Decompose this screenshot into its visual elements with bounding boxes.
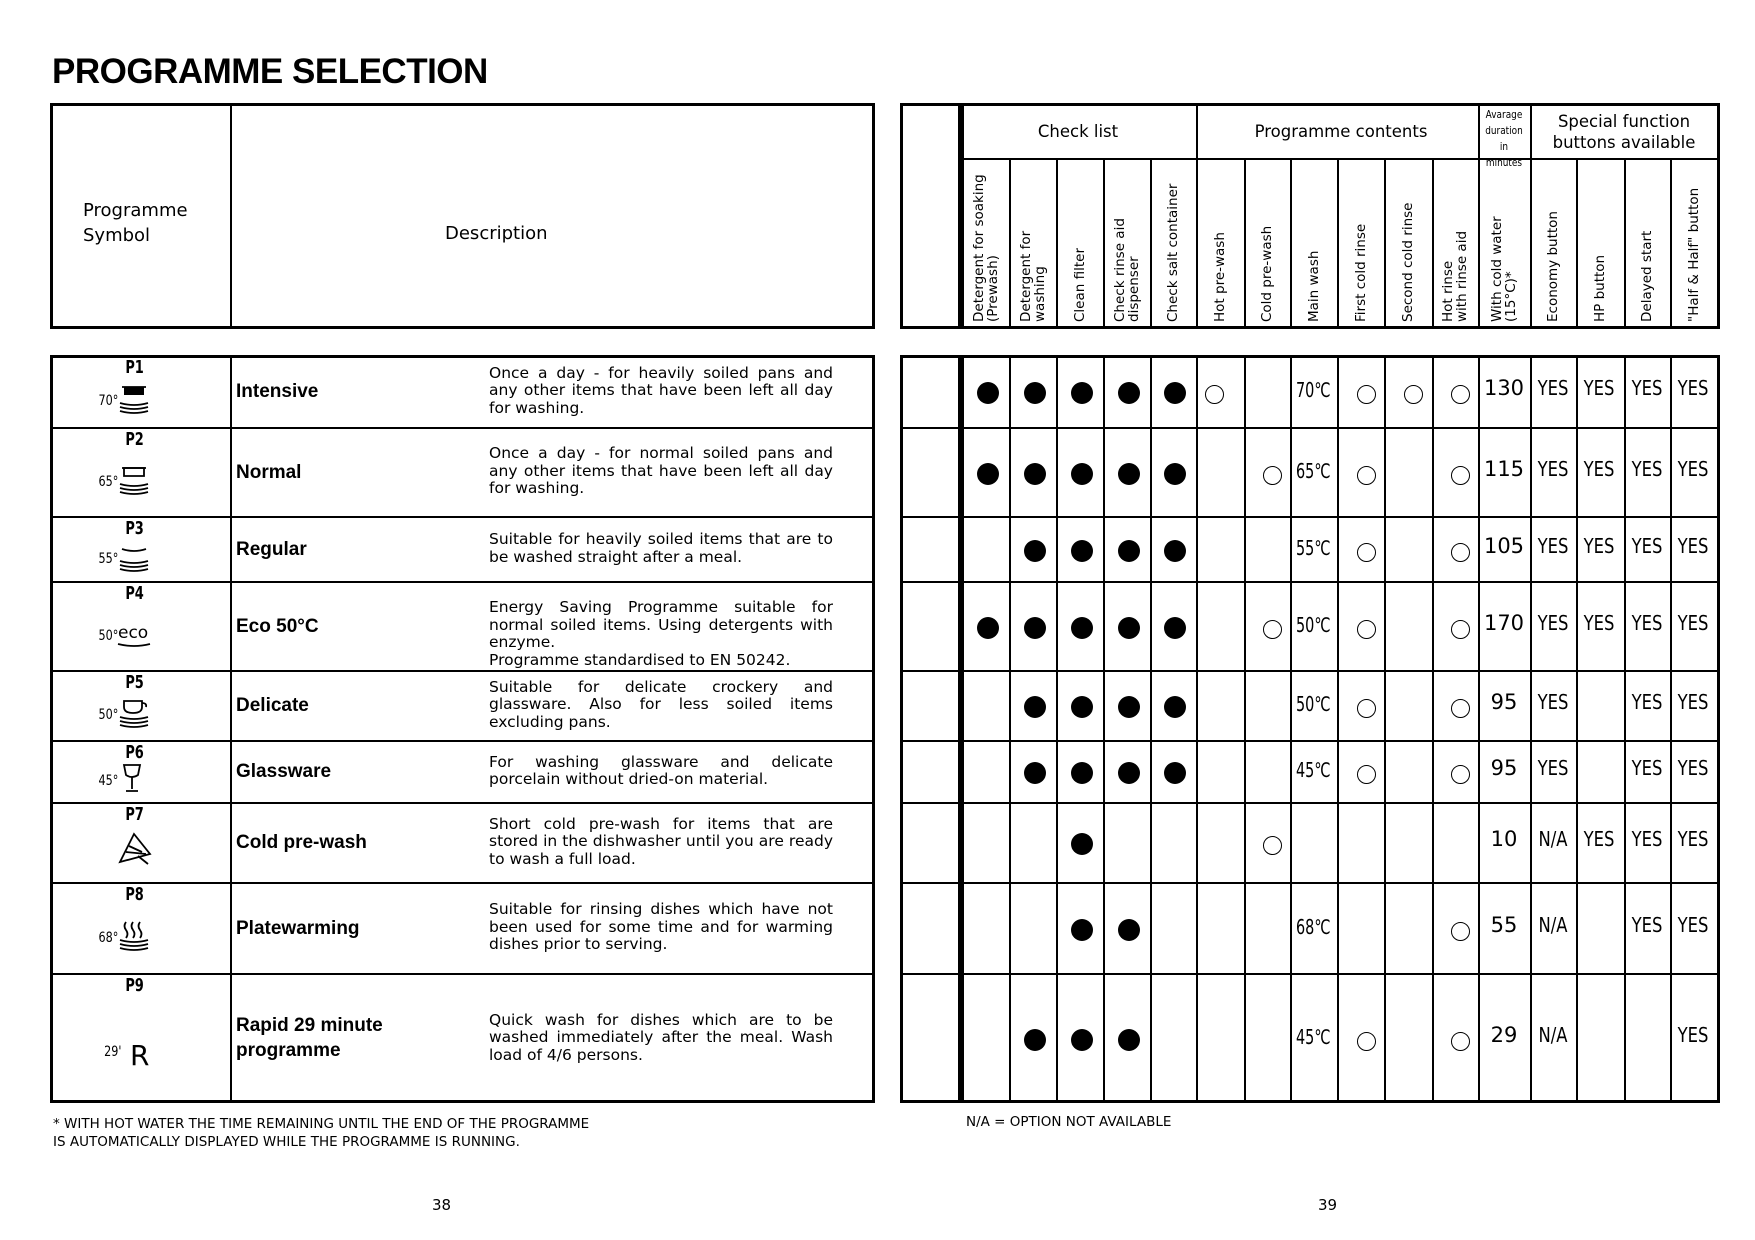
function-availability: YES	[1537, 376, 1569, 400]
function-availability: YES	[1631, 690, 1663, 714]
programme-symbol-icon	[116, 761, 154, 797]
check-dot	[1071, 696, 1093, 718]
check-dot	[1071, 762, 1093, 784]
row-separator-right	[900, 516, 1720, 518]
programme-temp: 68°	[98, 929, 119, 946]
body-col-line	[962, 355, 964, 1103]
row-separator-right	[900, 670, 1720, 672]
header-col-line	[1056, 158, 1058, 329]
body-col-line	[1384, 355, 1386, 1103]
main-wash-temp: 68℃	[1296, 914, 1331, 939]
function-availability: YES	[1631, 456, 1663, 481]
check-dot	[1118, 463, 1140, 485]
row-separator-left	[50, 740, 875, 742]
programme-code: P6	[125, 742, 144, 763]
content-circle	[1205, 385, 1224, 404]
main-wash-temp: 50℃	[1296, 692, 1331, 716]
body-col-line	[1670, 355, 1672, 1103]
row-separator-left	[50, 973, 875, 975]
column-label-line: Delayed start	[1639, 230, 1655, 322]
duration-value: 130	[1483, 376, 1525, 400]
body-col-line	[1196, 355, 1198, 1103]
check-dot	[1071, 463, 1093, 485]
programme-symbol-icon	[128, 1035, 166, 1071]
header-col-line	[1624, 158, 1626, 329]
body-col-line	[1103, 355, 1105, 1103]
content-circle	[1451, 466, 1470, 485]
header-col-line	[1432, 158, 1434, 329]
column-label-line: HP button	[1592, 254, 1608, 322]
column-label-line: First cold rinse	[1352, 223, 1369, 322]
column-label-line: Second cold rinse	[1400, 202, 1416, 322]
programme-symbol-icon	[116, 832, 154, 868]
avg-duration-line-2: duration	[1485, 125, 1523, 137]
column-label	[1593, 255, 1607, 322]
check-dot	[1118, 1029, 1140, 1051]
duration-value: 95	[1490, 756, 1518, 780]
programme-name: Delicate	[236, 695, 309, 716]
check-dot	[1071, 919, 1093, 941]
programme-name: Intensive	[236, 381, 319, 402]
column-label-line: (Prewash)	[984, 255, 1001, 322]
header-programme-symbol: Programme Symbol	[83, 200, 188, 246]
row-separator-right	[900, 740, 1720, 742]
programme-description: Quick wash for dishes which are to be washed immediately after the meal. Wash load of 4/6 persons.	[489, 1010, 833, 1064]
programme-code: P5	[125, 672, 144, 693]
programme-temp: 65°	[98, 473, 119, 490]
header-col-line	[1244, 158, 1246, 329]
column-label	[1401, 203, 1415, 322]
check-dot	[1024, 540, 1046, 562]
function-availability: YES	[1583, 827, 1615, 851]
header-description: Description	[445, 223, 548, 244]
column-label-line: Check salt container	[1165, 183, 1181, 322]
column-label	[1354, 224, 1368, 322]
row-separator-right	[900, 973, 1720, 975]
programme-temp: 55°	[98, 550, 119, 567]
function-availability: YES	[1677, 756, 1709, 780]
function-availability: YES	[1631, 533, 1663, 558]
row-separator-left	[50, 670, 875, 672]
content-circle	[1451, 1032, 1470, 1051]
check-dot	[1118, 617, 1140, 639]
header-special-functions: Special function buttons available	[1552, 111, 1696, 152]
main-wash-temp: 70℃	[1296, 378, 1331, 402]
check-dot	[1164, 762, 1186, 784]
column-label	[1640, 231, 1654, 322]
programme-code: P1	[125, 357, 144, 378]
body-col-line	[1576, 355, 1578, 1103]
duration-value: 10	[1490, 827, 1518, 851]
duration-value: 95	[1490, 690, 1518, 714]
content-circle	[1357, 1032, 1376, 1051]
row-separator-left	[50, 516, 875, 518]
column-label	[1166, 184, 1180, 322]
programme-description: Once a day - for normal soiled pans and any other items that have been left all day for washing.	[489, 444, 833, 498]
row-separator-left	[50, 581, 875, 583]
body-col-line	[1290, 355, 1292, 1103]
header-check-list: Check list	[1037, 122, 1119, 141]
column-label-line: Economy button	[1545, 211, 1561, 322]
programme-name: Eco 50°C	[236, 615, 319, 637]
column-label-line: Detergent for	[1017, 230, 1034, 322]
check-dot	[1071, 1029, 1093, 1051]
column-label	[1687, 188, 1701, 322]
check-dot	[1118, 919, 1140, 941]
row-separator-right	[900, 427, 1720, 429]
body-col-line	[1530, 355, 1532, 1103]
function-availability: YES	[1677, 533, 1709, 558]
column-label-line: Main wash	[1305, 250, 1322, 322]
duration-value: 29	[1490, 1023, 1518, 1047]
duration-value: 55	[1490, 912, 1518, 937]
content-circle	[1451, 385, 1470, 404]
body-col-line	[1244, 355, 1246, 1103]
column-label-line: with rinse aid	[1454, 230, 1470, 322]
column-label-line: dispenser	[1125, 256, 1142, 322]
function-availability: N/A	[1538, 912, 1568, 937]
programme-description: Suitable for rinsing dishes which have not been used for some time and for warming dishes prior to serving.	[489, 900, 833, 954]
check-dot	[1071, 382, 1093, 404]
check-dot	[977, 463, 999, 485]
programme-code: P7	[125, 804, 144, 825]
column-label	[1307, 251, 1321, 322]
page-number-left: 38	[432, 1196, 452, 1214]
header-col-line	[1576, 158, 1578, 329]
main-wash-temp: 55℃	[1296, 535, 1331, 560]
check-dot	[1164, 617, 1186, 639]
function-availability: YES	[1677, 912, 1709, 937]
column-label-line: Hot rinse	[1440, 260, 1456, 322]
left-body-divider	[230, 355, 232, 1103]
function-availability: YES	[1583, 376, 1615, 400]
function-availability: YES	[1677, 376, 1709, 400]
column-label-line: (15°C)*	[1503, 271, 1519, 322]
page-number-right: 39	[1318, 1196, 1338, 1214]
programme-description: For washing glassware and delicate porcelain without dried-on material.	[489, 752, 833, 788]
programme-description: Energy Saving Programme suitable for normal soiled items. Using detergents with enzyme. Programme standardised to EN 50242.	[489, 598, 833, 669]
row-separator-left	[50, 427, 875, 429]
check-dot	[1024, 382, 1046, 404]
header-programme-contents: Programme contents	[1254, 122, 1428, 141]
body-col-line	[1432, 355, 1434, 1103]
programme-code: P3	[125, 518, 144, 539]
check-dot	[1024, 617, 1046, 639]
content-circle	[1357, 620, 1376, 639]
column-label-line: Cold pre-wash	[1259, 225, 1275, 322]
header-col-line	[1103, 158, 1105, 329]
header-col-line	[1150, 158, 1152, 329]
content-circle	[1357, 543, 1376, 562]
programme-temp: 70°	[98, 393, 119, 409]
body-col-line	[1009, 355, 1011, 1103]
programme-symbol-icon	[116, 462, 154, 498]
check-dot	[1071, 540, 1093, 562]
function-availability: YES	[1631, 376, 1663, 400]
check-dot	[1118, 382, 1140, 404]
programme-description: Suitable for heavily soiled items that are to be washed straight after a meal.	[489, 530, 833, 566]
column-label	[1260, 226, 1274, 322]
content-circle	[1263, 836, 1282, 855]
header-col-line	[1009, 158, 1011, 329]
function-availability: YES	[1677, 610, 1709, 635]
main-wash-temp: 65℃	[1296, 458, 1331, 483]
left-header-divider	[230, 103, 232, 329]
function-availability: YES	[1537, 456, 1569, 481]
header-split-line	[962, 158, 1718, 160]
programme-description: Short cold pre-wash for items that are stored in the dishwasher until you are ready to wash a full load.	[489, 814, 833, 868]
svg-text:R: R	[130, 1039, 150, 1071]
content-circle	[1404, 385, 1423, 404]
column-label-line: Clean filter	[1071, 247, 1088, 322]
check-dot	[977, 617, 999, 639]
function-availability: N/A	[1538, 1023, 1568, 1047]
main-wash-temp: 45℃	[1296, 1025, 1331, 1049]
content-circle	[1451, 699, 1470, 718]
column-label-line: Detergent for soaking	[970, 174, 987, 322]
programme-name: Rapid 29 minute programme	[236, 1015, 383, 1061]
check-dot	[1071, 833, 1093, 855]
column-label	[1019, 231, 1047, 322]
programme-name: Cold pre-wash	[236, 832, 367, 853]
programme-temp: 45°	[98, 773, 119, 789]
programme-name: Normal	[236, 461, 302, 483]
column-label	[1546, 211, 1560, 322]
function-availability: YES	[1583, 533, 1615, 558]
column-label-line: With cold water	[1489, 216, 1505, 322]
programme-name: Regular	[236, 538, 307, 560]
content-circle	[1357, 385, 1376, 404]
main-wash-temp: 50℃	[1296, 612, 1331, 637]
check-dot	[1118, 696, 1140, 718]
row-separator-right	[900, 581, 1720, 583]
check-dot	[1071, 617, 1093, 639]
programme-symbol-icon	[116, 381, 154, 417]
content-circle	[1263, 466, 1282, 485]
function-availability: YES	[1537, 756, 1569, 780]
programme-temp: 29'	[104, 1044, 122, 1060]
header-col-line	[1670, 158, 1672, 329]
column-label	[1213, 232, 1227, 322]
function-availability: YES	[1537, 610, 1569, 635]
check-dot	[1164, 696, 1186, 718]
column-label	[1113, 218, 1141, 322]
content-circle	[1451, 765, 1470, 784]
body-col-line	[1337, 355, 1339, 1103]
programme-symbol-icon	[116, 616, 154, 652]
row-separator-right	[900, 802, 1720, 804]
content-circle	[1451, 922, 1470, 941]
check-dot	[1164, 382, 1186, 404]
content-circle	[1451, 620, 1470, 639]
content-circle	[1263, 620, 1282, 639]
function-availability: YES	[1677, 1023, 1709, 1047]
row-separator-left	[50, 802, 875, 804]
duration-value: 170	[1483, 610, 1525, 635]
check-dot	[1024, 696, 1046, 718]
column-label-line: Hot pre-wash	[1212, 232, 1228, 322]
function-availability: YES	[1583, 456, 1615, 481]
check-dot	[1164, 540, 1186, 562]
programme-symbol-icon	[116, 695, 154, 731]
function-availability: YES	[1631, 827, 1663, 851]
programme-temp: 50°	[98, 707, 119, 723]
row-separator-left	[50, 882, 875, 884]
svg-text:eco: eco	[118, 622, 149, 643]
function-availability: YES	[1677, 456, 1709, 481]
avg-duration-line-3: in minutes	[1485, 141, 1523, 169]
programme-name: Glassware	[236, 761, 332, 782]
check-dot	[1118, 540, 1140, 562]
function-availability: YES	[1631, 610, 1663, 635]
content-circle	[1357, 466, 1376, 485]
programme-temp: 50°	[98, 627, 119, 644]
column-label-line: "Half & Half" button	[1686, 187, 1702, 322]
duration-value: 115	[1483, 456, 1525, 481]
programme-code: P9	[125, 975, 144, 996]
header-col-line	[1384, 158, 1386, 329]
header-avg-duration	[1482, 107, 1526, 171]
check-dot	[1118, 762, 1140, 784]
footnote-left: * WITH HOT WATER THE TIME REMAINING UNTIL THE END OF THE PROGRAMME IS AUTOMATICALLY DISPLAYED WHILE THE PROGRAMME IS RUNNING.	[53, 1116, 590, 1150]
footnote-right: N/A = OPTION NOT AVAILABLE	[966, 1114, 1172, 1130]
row-separator-right	[900, 882, 1720, 884]
column-label	[1441, 231, 1469, 322]
programme-code: P4	[125, 583, 144, 604]
header-col-line	[1337, 158, 1339, 329]
check-dot	[1024, 463, 1046, 485]
content-circle	[1451, 543, 1470, 562]
function-availability: YES	[1583, 610, 1615, 635]
programme-symbol-icon	[116, 539, 154, 575]
function-availability: YES	[1677, 827, 1709, 851]
check-dot	[1164, 463, 1186, 485]
column-label-line: washing	[1031, 266, 1048, 322]
check-dot	[1024, 1029, 1046, 1051]
duration-value: 105	[1483, 533, 1525, 558]
column-label	[972, 174, 1000, 322]
programme-name: Platewarming	[236, 917, 360, 939]
avg-duration-line-1: Avarage	[1485, 109, 1523, 121]
body-col-line	[1624, 355, 1626, 1103]
header-col-line	[1290, 158, 1292, 329]
check-dot	[977, 382, 999, 404]
column-label	[1073, 248, 1087, 322]
function-availability: N/A	[1538, 827, 1568, 851]
main-wash-temp: 45℃	[1296, 758, 1331, 782]
column-label-line: Check rinse aid	[1111, 218, 1128, 322]
programme-code: P8	[125, 884, 144, 905]
content-circle	[1357, 699, 1376, 718]
body-col-line	[1056, 355, 1058, 1103]
function-availability: YES	[1631, 756, 1663, 780]
function-availability: YES	[1677, 690, 1709, 714]
body-col-line	[1150, 355, 1152, 1103]
column-label	[1490, 216, 1518, 322]
function-availability: YES	[1631, 912, 1663, 937]
programme-code: P2	[125, 429, 144, 450]
programme-symbol-icon	[116, 918, 154, 954]
function-availability: YES	[1537, 690, 1569, 714]
check-dot	[1024, 762, 1046, 784]
programme-description: Suitable for delicate crockery and glassware. Also for less soiled items excluding pans.	[489, 677, 833, 731]
page-title: PROGRAMME SELECTION	[52, 52, 488, 91]
programme-description: Once a day - for heavily soiled pans and any other items that have been left all day for washing.	[489, 363, 833, 417]
function-availability: YES	[1537, 533, 1569, 558]
content-circle	[1357, 765, 1376, 784]
